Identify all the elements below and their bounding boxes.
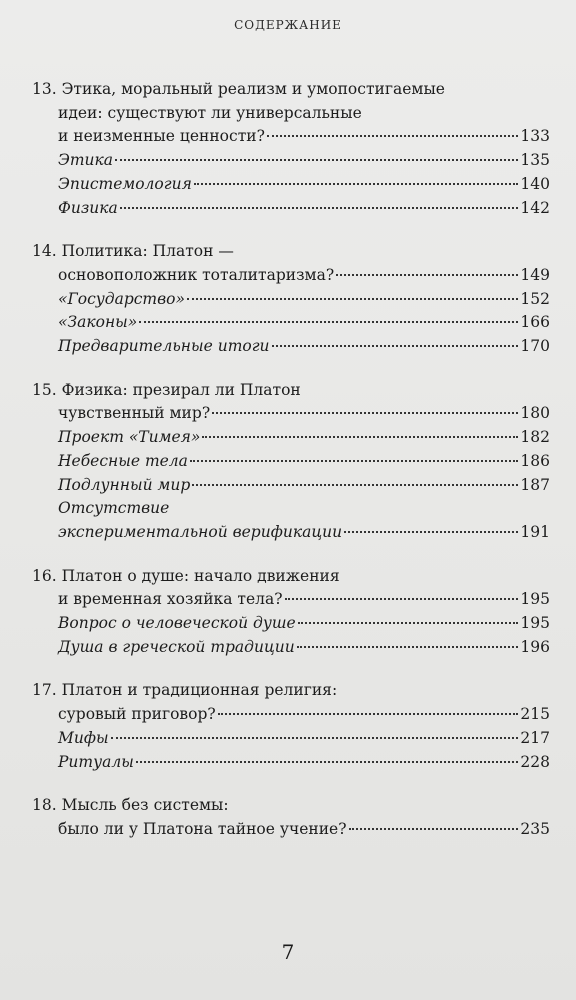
chapter-title-line xyxy=(32,794,550,818)
chapter-title-line xyxy=(32,240,550,264)
toc-subsection-text: Мифы xyxy=(58,728,109,747)
toc-subsection-text: Подлунный мир xyxy=(58,475,191,494)
toc-subsection xyxy=(32,288,550,312)
page-number: 7 xyxy=(281,940,295,964)
toc-subsection-text: Предварительные итоги xyxy=(58,337,270,356)
chapter-title-line-text: было ли у Платона тайное учение? xyxy=(58,819,347,838)
dot-leader xyxy=(192,484,518,486)
toc-subsection-page-number: 186 xyxy=(520,451,550,470)
chapter-title-line-text: 17. Платон и традиционная религия: xyxy=(32,681,338,700)
toc-chapter xyxy=(32,78,550,220)
chapter-title-line-text: 18. Мысль без системы: xyxy=(32,796,229,815)
chapter-title-line-text: и временная хозяйка тела? xyxy=(58,590,283,609)
toc-subsection xyxy=(32,521,550,545)
toc-subsection-page-number: 182 xyxy=(520,428,550,447)
toc-subsection xyxy=(32,727,550,751)
chapter-title-line-text: основоположник тоталитаризма? xyxy=(58,265,335,284)
chapter-title-line xyxy=(32,379,550,403)
chapter-title-line xyxy=(32,818,550,842)
chapter-title-line-page-number: 235 xyxy=(520,819,550,838)
toc-subsection-text: «Законы» xyxy=(58,313,138,332)
dot-leader xyxy=(272,345,519,347)
chapter-title-line-page-number: 180 xyxy=(520,404,550,423)
toc-subsection-page-number: 140 xyxy=(520,174,550,193)
toc-subsection xyxy=(32,474,550,498)
toc-subsection-text: Небесные тела xyxy=(58,451,188,470)
chapter-title-line-page-number: 195 xyxy=(520,590,550,609)
dot-leader xyxy=(190,460,518,462)
chapter-title-line xyxy=(32,679,550,703)
dot-leader xyxy=(218,713,519,715)
chapter-title-line-text: суровый приговор? xyxy=(58,705,216,724)
toc-subsection xyxy=(32,311,550,335)
dot-leader xyxy=(111,737,519,739)
dot-leader xyxy=(212,412,518,414)
toc-subsection-page-number: 142 xyxy=(520,198,550,217)
toc-subsection-page-number: 187 xyxy=(520,475,550,494)
chapter-title-line xyxy=(32,102,550,126)
toc-subsection-page-number: 152 xyxy=(520,289,550,308)
dot-leader xyxy=(285,598,519,600)
chapter-title-line-text: идеи: существуют ли универсальные xyxy=(58,103,362,122)
dot-leader xyxy=(297,646,519,648)
toc-chapter xyxy=(32,679,550,774)
toc-subsection-page-number: 170 xyxy=(520,337,550,356)
toc-subsection-text: Физика xyxy=(58,198,118,217)
toc-subsection-text: Вопрос о человеческой душе xyxy=(58,614,296,633)
toc-subsection xyxy=(32,636,550,660)
toc-subsection-text: Эпистемология xyxy=(58,174,192,193)
toc-subsection-text: Душа в греческой традиции xyxy=(58,637,295,656)
toc-subsection xyxy=(32,450,550,474)
dot-leader xyxy=(349,828,519,830)
dot-leader xyxy=(298,622,519,624)
toc-subsection-text: Проект «Тимея» xyxy=(58,428,201,447)
toc-subsection-text: Ритуалы xyxy=(58,752,134,771)
dot-leader xyxy=(136,761,519,763)
toc-subsection-page-number: 166 xyxy=(520,313,550,332)
dot-leader xyxy=(202,436,518,438)
dot-leader xyxy=(194,183,519,185)
dot-leader xyxy=(139,321,518,323)
chapter-title-line-page-number: 215 xyxy=(520,705,550,724)
toc-subsection xyxy=(32,751,550,775)
toc-subsection xyxy=(32,173,550,197)
chapter-title-line xyxy=(32,264,550,288)
toc-subsection xyxy=(32,426,550,450)
toc-subsection xyxy=(32,335,550,359)
toc-subsection xyxy=(32,149,550,173)
running-head: СОДЕРЖАНИЕ xyxy=(234,18,342,32)
toc-chapter xyxy=(32,565,550,660)
chapter-title-line-text: 15. Физика: презирал ли Платон xyxy=(32,380,301,399)
dot-leader xyxy=(187,298,518,300)
toc-chapter xyxy=(32,794,550,841)
toc-chapter xyxy=(32,379,550,545)
dot-leader xyxy=(344,531,518,533)
table-of-contents xyxy=(32,78,550,862)
chapter-title-line-page-number: 149 xyxy=(520,265,550,284)
toc-subsection-page-number: 228 xyxy=(520,752,550,771)
chapter-title-line-text: 16. Платон о душе: начало движения xyxy=(32,566,340,585)
chapter-title-line-text: 13. Этика, моральный реализм и умопостигаемые xyxy=(32,80,445,98)
toc-subsection xyxy=(32,497,550,521)
toc-subsection-page-number: 217 xyxy=(520,728,550,747)
chapter-title-line-text: и неизменные ценности? xyxy=(58,127,265,146)
chapter-title-line-text: чувственный мир? xyxy=(58,404,211,423)
dot-leader xyxy=(120,207,519,209)
toc-subsection xyxy=(32,612,550,636)
toc-subsection-text: Отсутствие xyxy=(58,499,170,518)
toc-subsection-page-number: 196 xyxy=(520,637,550,656)
chapter-title-line-page-number: 133 xyxy=(520,127,550,146)
toc-subsection-text: «Государство» xyxy=(58,289,185,308)
chapter-title-line xyxy=(32,125,550,149)
toc-subsection xyxy=(32,197,550,221)
toc-chapter xyxy=(32,240,550,359)
toc-subsection-text: экспериментальной верификации xyxy=(58,522,343,541)
toc-subsection-page-number: 135 xyxy=(520,151,550,170)
chapter-title-line xyxy=(32,588,550,612)
toc-subsection-page-number: 195 xyxy=(520,614,550,633)
chapter-title-line xyxy=(32,703,550,727)
dot-leader xyxy=(267,135,519,137)
chapter-title-line-text: 14. Политика: Платон — xyxy=(32,242,234,261)
chapter-title-line xyxy=(32,402,550,426)
toc-subsection-page-number: 191 xyxy=(520,522,550,541)
chapter-title-line xyxy=(32,565,550,589)
dot-leader xyxy=(115,159,518,161)
chapter-title-line xyxy=(32,78,550,102)
toc-subsection-text: Этика xyxy=(58,151,114,170)
dot-leader xyxy=(336,274,518,276)
